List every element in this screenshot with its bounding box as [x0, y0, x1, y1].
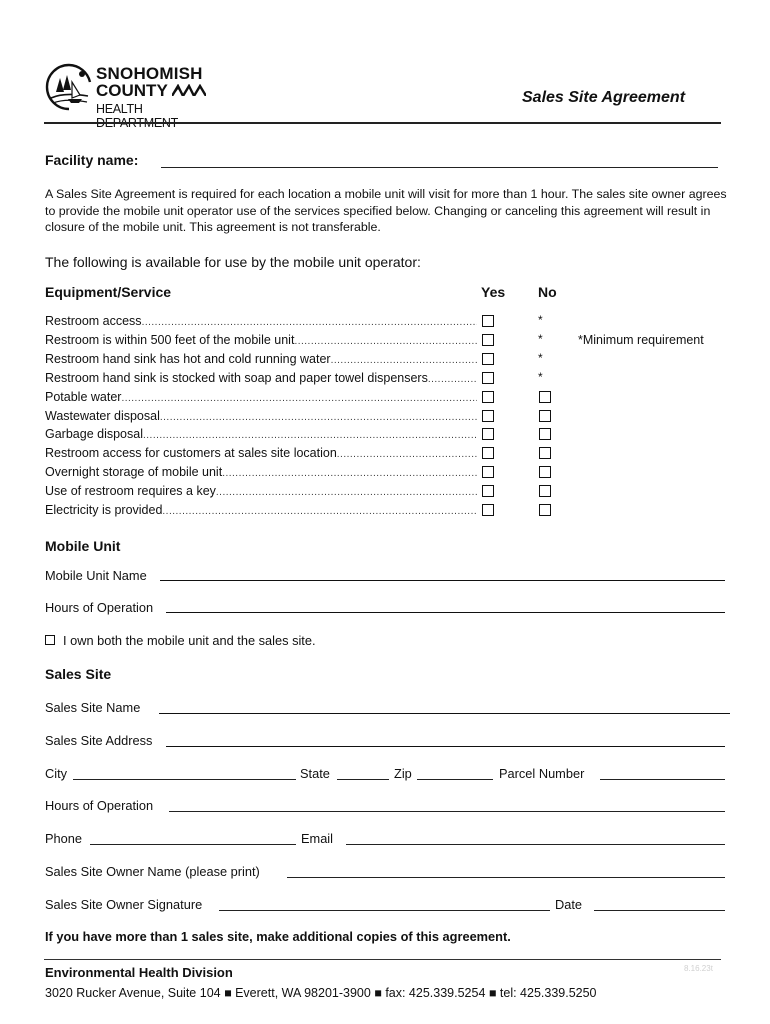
parcel-number-field[interactable]	[600, 779, 725, 780]
logo	[44, 62, 214, 124]
dot-leader	[222, 463, 477, 481]
equipment-row	[45, 331, 477, 349]
email-field[interactable]	[346, 844, 725, 845]
date-field[interactable]	[594, 910, 725, 911]
sales-site-address-field[interactable]	[166, 746, 725, 747]
equipment-row	[45, 369, 477, 387]
facility-name-field[interactable]	[161, 167, 718, 168]
equipment-row-label: Electricity is provided	[45, 503, 163, 517]
footer-divider	[44, 959, 721, 960]
dot-leader	[216, 482, 477, 500]
parcel-number-label: Parcel Number	[499, 766, 585, 781]
additional-copies-note: If you have more than 1 sales site, make additional copies of this agreement.	[45, 929, 511, 944]
logo-line-county	[96, 82, 206, 100]
equipment-row	[45, 312, 477, 330]
owner-name-label: Sales Site Owner Name (please print)	[45, 864, 260, 879]
equipment-row	[45, 501, 477, 519]
equipment-row	[45, 407, 477, 425]
yes-column-heading: Yes	[481, 284, 506, 300]
dot-leader	[160, 407, 477, 425]
sales-site-name-field[interactable]	[159, 713, 730, 714]
dot-leader	[337, 444, 477, 462]
city-field[interactable]	[73, 779, 296, 780]
equipment-row-label: Restroom hand sink has hot and cold running water	[45, 351, 331, 366]
yes-checkbox[interactable]	[482, 334, 494, 346]
version-stamp: 8.16.23t	[684, 964, 713, 973]
equipment-row	[45, 425, 477, 443]
required-asterisk: *	[538, 313, 543, 327]
sales-site-name-label: Sales Site Name	[45, 700, 141, 715]
date-label: Date	[555, 897, 583, 912]
dot-leader	[142, 312, 477, 330]
logo-line-health-department: HEALTH	[96, 102, 143, 116]
dot-leader	[294, 331, 477, 349]
equipment-row	[45, 350, 477, 368]
sales-site-hours-label: Hours of Operation	[45, 798, 154, 813]
zip-label: Zip	[394, 766, 412, 781]
sales-site-hours-field[interactable]	[169, 811, 725, 812]
equipment-row	[45, 463, 477, 481]
footer-division-name: Environmental Health Division	[45, 965, 233, 980]
document-title: Sales Site Agreement	[522, 89, 686, 106]
required-asterisk: *	[538, 331, 543, 346]
no-column-heading: No	[538, 284, 557, 300]
own-both-option[interactable]	[45, 633, 316, 648]
owner-signature-field[interactable]	[219, 910, 550, 911]
owner-name-field[interactable]	[287, 877, 725, 878]
no-checkbox[interactable]	[539, 447, 551, 459]
equipment-row-label: Wastewater disposal	[45, 408, 160, 423]
no-checkbox[interactable]	[539, 466, 551, 478]
dot-leader	[143, 425, 477, 443]
state-field[interactable]	[337, 779, 389, 780]
mobile-unit-name-field[interactable]	[160, 580, 725, 581]
yes-checkbox[interactable]	[482, 410, 494, 422]
equipment-column-heading: Equipment/Service	[45, 284, 172, 300]
required-asterisk: *	[538, 350, 543, 365]
phone-label: Phone	[45, 831, 83, 846]
equipment-row-label: Use of restroom requires a key	[45, 484, 216, 499]
equipment-row-label: Garbage disposal	[45, 427, 143, 442]
phone-field[interactable]	[90, 844, 296, 845]
no-checkbox[interactable]	[539, 504, 551, 516]
available-heading: The following is available for use by the mobile unit operator:	[45, 254, 421, 270]
yes-checkbox[interactable]	[482, 466, 494, 478]
mountains-icon	[172, 84, 206, 96]
footer-address: 3020 Rucker Avenue, Suite 104 ■ Everett, WA 98201-3900 ■ fax: 425.339.5254 ■ tel: 425.339.5250	[45, 986, 597, 1000]
facility-name-label: Facility name:	[45, 152, 139, 168]
mobile-unit-name-label: Mobile Unit Name	[45, 568, 147, 583]
equipment-row	[45, 482, 477, 500]
yes-checkbox[interactable]	[482, 391, 494, 403]
dot-leader	[428, 369, 477, 387]
yes-checkbox[interactable]	[482, 353, 494, 365]
dot-leader	[331, 350, 477, 368]
own-both-label: I own both the mobile unit and the sales site.	[63, 633, 316, 648]
equipment-row-label: Restroom hand sink is stocked with soap and paper towel dispensers	[45, 370, 428, 385]
mobile-unit-hours-label: Hours of Operation	[45, 600, 154, 615]
own-both-checkbox[interactable]	[45, 635, 55, 645]
dot-leader	[162, 501, 477, 519]
state-label: State	[300, 766, 330, 781]
equipment-row	[45, 444, 477, 462]
equipment-row-label: Restroom access for customers at sales site location	[45, 446, 337, 461]
equipment-row-label: Restroom is within 500 feet of the mobile unit	[45, 332, 295, 347]
yes-checkbox[interactable]	[482, 428, 494, 440]
equipment-row	[45, 388, 477, 406]
sales-site-address-label: Sales Site Address	[45, 733, 153, 748]
required-asterisk: *	[538, 369, 543, 384]
yes-checkbox[interactable]	[482, 485, 494, 497]
sales-site-heading: Sales Site	[45, 666, 112, 682]
county-seal-icon	[44, 62, 94, 120]
yes-checkbox[interactable]	[482, 504, 494, 516]
no-checkbox[interactable]	[539, 410, 551, 422]
city-label: City	[45, 766, 68, 781]
equipment-row-label: Overnight storage of mobile unit	[45, 465, 223, 480]
no-checkbox[interactable]	[539, 391, 551, 403]
dot-leader	[121, 388, 477, 406]
equipment-row-label: Restroom access	[45, 314, 142, 328]
equipment-row-label: Potable water	[45, 389, 122, 404]
mobile-unit-hours-field[interactable]	[166, 612, 725, 613]
yes-checkbox[interactable]	[482, 372, 494, 384]
email-label: Email	[301, 831, 333, 846]
mobile-unit-heading: Mobile Unit	[45, 538, 121, 554]
no-checkbox[interactable]	[539, 428, 551, 440]
minimum-requirement-note: *Minimum requirement	[578, 333, 704, 347]
no-checkbox[interactable]	[539, 485, 551, 497]
yes-checkbox[interactable]	[482, 447, 494, 459]
logo-county-text: COUNTY	[96, 81, 168, 100]
header-divider	[44, 122, 721, 124]
intro-paragraph: A Sales Site Agreement is required for each location a mobile unit will visit for more than 1 hour. The sales site owner agrees to provide the mobile unit operator use of the services specified below. Changing or canceling this agreement will result in closure of the mobile unit. This agreement is not transferable.	[45, 187, 727, 234]
zip-field[interactable]	[417, 779, 493, 780]
owner-signature-label: Sales Site Owner Signature	[45, 897, 203, 912]
yes-checkbox[interactable]	[482, 315, 494, 327]
logo-line-snohomish: SNOHOMISH	[96, 64, 203, 83]
